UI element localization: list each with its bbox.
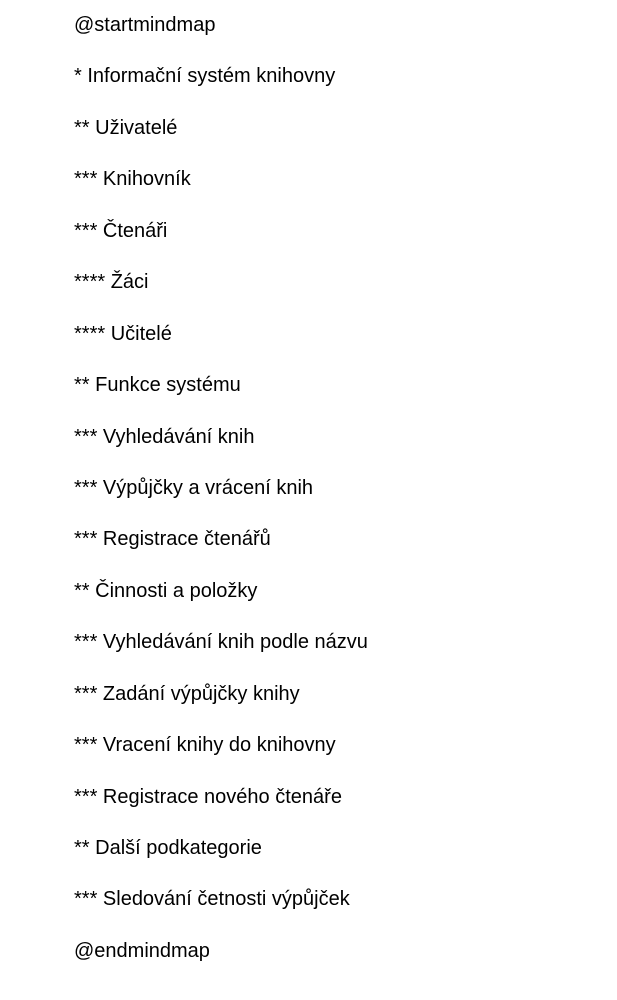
level-2-node-line: ** Uživatelé [74, 116, 178, 139]
end-directive-line: @endmindmap [74, 939, 210, 962]
level-3-node-line: *** Vracení knihy do knihovny [74, 734, 336, 757]
level-3-node-line: *** Zadání výpůjčky knihy [74, 682, 300, 705]
level-2-node-line: ** Další podkategorie [74, 837, 262, 859]
level-2-node-line: ** Funkce systému [74, 374, 241, 397]
level-3-node-line: *** Registrace nového čtenáře [74, 785, 342, 808]
level-4-node-line: **** Učitelé [74, 322, 172, 345]
mindmap-source-document [74, 12, 604, 989]
level-3-node-line: *** Čtenáři [74, 219, 168, 242]
level-3-node-line: *** Vyhledávání knih [74, 425, 255, 448]
level-3-node-line: *** Knihovník [74, 168, 191, 191]
start-directive-line: @startmindmap [74, 14, 216, 36]
level-4-node-line: **** Žáci [74, 271, 149, 294]
level-3-node-line: *** Vyhledávání knih podle názvu [74, 631, 368, 654]
level-2-node-line: ** Činnosti a položky [74, 579, 258, 602]
level-3-node-line: *** Výpůjčky a vrácení knih [74, 476, 314, 499]
root-node-line: * Informační systém knihovny [74, 65, 336, 88]
level-3-node-line: *** Sledování četnosti výpůjček [74, 888, 350, 911]
level-3-node-line: *** Registrace čtenářů [74, 528, 271, 551]
